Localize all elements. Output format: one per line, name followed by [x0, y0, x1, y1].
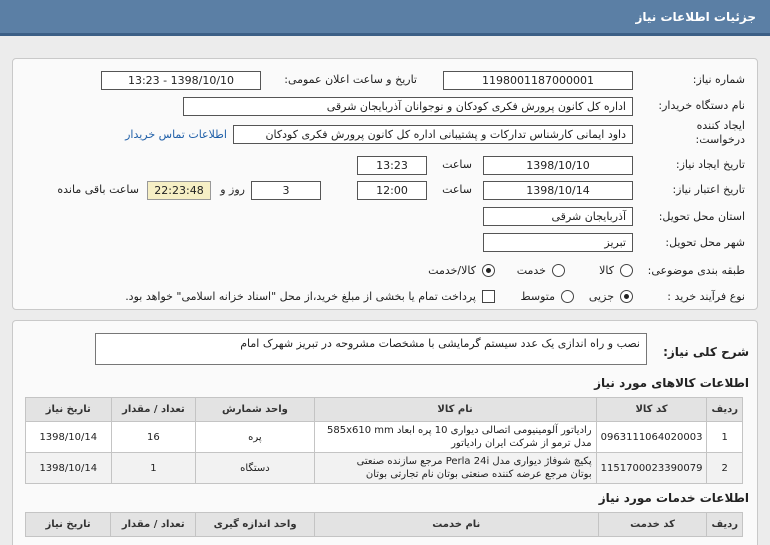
treasury-payment-note: پرداخت تمام یا بخشی از مبلغ خرید،از محل "اسناد خزانه اسلامی" خواهد بود.	[125, 290, 476, 303]
need-detail-panel	[12, 320, 758, 545]
remaining-label: ساعت باقی مانده	[57, 183, 139, 196]
row-name-line-1: پکیج شوفاژ دیواری مدل Perla 24i مرجع سازنده صنعتی	[356, 456, 592, 467]
buyer-field[interactable]: اداره کل کانون پرورش فکری کودکان و نوجوانان آذربایجان شرقی	[183, 97, 633, 116]
row-index: 1	[707, 422, 743, 453]
need-number-label: شماره نیاز:	[692, 73, 745, 86]
category-goods-label: کالا	[599, 264, 614, 277]
col-name: نام خدمت	[314, 513, 598, 537]
contact-buyer-link[interactable]: اطلاعات تماس خریدار	[125, 128, 227, 141]
row-qty: 1	[111, 453, 196, 484]
days-field[interactable]: 3	[251, 181, 321, 200]
need-number-field[interactable]: 1198001187000001	[443, 71, 633, 90]
category-label: طبقه بندی موضوعی:	[647, 264, 745, 277]
row-index: 2	[707, 453, 743, 484]
row-date: 1398/10/14	[26, 453, 112, 484]
valid-date-label: تاریخ اعتبار نیاز:	[672, 183, 745, 196]
creator-field[interactable]: داود ایمانی کارشناس تدارکات و پشتیبانی اداره کل کانون پرورش فکری کودکان	[233, 125, 633, 144]
valid-time-label: ساعت	[442, 183, 472, 196]
row-name-line-2: مدل ترمو از شرکت ایران رادیاتور	[451, 438, 592, 449]
days-label: روز و	[220, 183, 245, 196]
col-qty: تعداد / مقدار	[111, 513, 196, 537]
category-service-radio[interactable]	[552, 264, 565, 277]
announce-label: تاریخ و ساعت اعلان عمومی:	[284, 73, 417, 86]
col-date: تاریخ نیاز	[26, 513, 111, 537]
city-field[interactable]: تبریز	[483, 233, 633, 252]
row-name-line-1: رادیاتور آلومینیومی اتصالی دیواری 10 پره ابعاد 585x610 mm	[327, 425, 592, 436]
creator-label-1: ایجاد کننده	[696, 119, 745, 132]
col-code: کد خدمت	[598, 513, 707, 537]
row-code: 0963111064020003	[596, 422, 707, 453]
announce-field[interactable]: 1398/10/10 - 13:23	[101, 71, 261, 90]
category-service-label: خدمت	[516, 264, 546, 277]
table-row	[26, 453, 743, 484]
category-goods-radio[interactable]	[620, 264, 633, 277]
need-info-panel	[12, 58, 758, 310]
process-label: نوع فرآیند خرید :	[667, 290, 745, 303]
row-unit: دستگاه	[196, 453, 314, 484]
valid-time-field[interactable]: 12:00	[357, 181, 427, 200]
row-unit: پره	[196, 422, 314, 453]
col-row: ردیف	[707, 513, 743, 537]
process-medium-radio[interactable]	[561, 290, 574, 303]
page-header	[0, 0, 770, 36]
col-date: تاریخ نیاز	[26, 398, 112, 422]
table-row	[26, 422, 743, 453]
goods-section-title: اطلاعات کالاهای مورد نیاز	[594, 376, 749, 390]
col-code: کد کالا	[596, 398, 707, 422]
treasury-payment-checkbox[interactable]	[482, 290, 495, 303]
city-label: شهر محل تحویل:	[665, 236, 745, 249]
row-qty: 16	[111, 422, 196, 453]
created-time-field[interactable]: 13:23	[357, 156, 427, 175]
services-section-title: اطلاعات خدمات مورد نیاز	[598, 491, 749, 505]
created-time-label: ساعت	[442, 158, 472, 171]
remaining-time-field: 22:23:48	[147, 181, 211, 200]
services-table	[25, 512, 743, 537]
created-date-label: تاریخ ایجاد نیاز:	[675, 158, 745, 171]
col-row: ردیف	[707, 398, 743, 422]
col-qty: تعداد / مقدار	[111, 398, 196, 422]
page-title: جزئیات اطلاعات نیاز	[635, 10, 756, 24]
description-label: شرح کلی نیاز:	[663, 345, 749, 359]
valid-date-field[interactable]: 1398/10/14	[483, 181, 633, 200]
col-unit: واحد اندازه گیری	[196, 513, 315, 537]
process-minor-radio[interactable]	[620, 290, 633, 303]
created-date-field[interactable]: 1398/10/10	[483, 156, 633, 175]
row-date: 1398/10/14	[26, 422, 112, 453]
buyer-label: نام دستگاه خریدار:	[658, 99, 745, 112]
col-name: نام کالا	[314, 398, 596, 422]
category-goods-service-label: کالا/خدمت	[428, 264, 476, 277]
creator-label-2: درخواست:	[695, 133, 745, 146]
col-unit: واحد شمارش	[196, 398, 314, 422]
province-label: استان محل تحویل:	[658, 210, 745, 223]
province-field[interactable]: آذربایجان شرقی	[483, 207, 633, 226]
category-goods-service-radio[interactable]	[482, 264, 495, 277]
row-code: 1151700023390079	[596, 453, 707, 484]
row-name	[314, 453, 596, 484]
row-name-line-2: بوتان مرجع عرضه کننده صنعتی بوتان نام تجارتی بوتان	[365, 469, 592, 480]
process-medium-label: متوسط	[520, 290, 555, 303]
process-minor-label: جزیی	[588, 290, 614, 303]
description-field[interactable]: نصب و راه اندازی یک عدد سیستم گرمایشی با مشخصات مشروحه در تبریز شهرک امام	[95, 333, 647, 365]
goods-table	[25, 397, 743, 484]
row-name	[314, 422, 596, 453]
